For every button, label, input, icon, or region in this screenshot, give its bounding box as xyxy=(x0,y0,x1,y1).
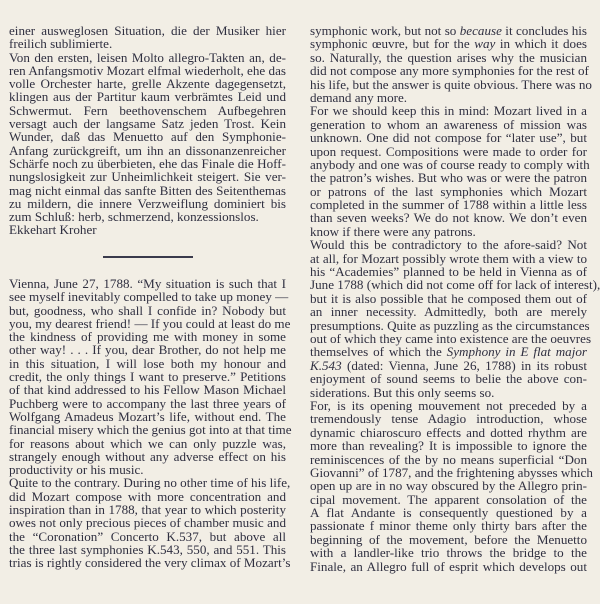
text-line xyxy=(9,104,286,117)
text-line xyxy=(310,118,587,131)
paragraph xyxy=(9,223,286,236)
text-line xyxy=(9,24,286,37)
text-line xyxy=(310,493,587,506)
line-text: of that kind addressed to his Fellow Mason Michael xyxy=(9,382,286,398)
text-line xyxy=(9,357,286,370)
text-line xyxy=(9,463,286,476)
text-line xyxy=(9,330,286,343)
line-text: financial misery which the genius got into at that time xyxy=(9,422,292,438)
text-line xyxy=(310,225,587,238)
line-text: nungslosigkeit zur Unheimlichkeit steigert. Sie ver- xyxy=(9,169,286,185)
line-text: dynamic chiaroscuro effects and dotted rhythm are xyxy=(310,424,587,440)
text-line xyxy=(310,171,587,184)
line-text: themselves of which the xyxy=(310,344,447,360)
text-line xyxy=(9,197,286,210)
line-text: Wolfgang Amadeus Mozart’s life, without end. The xyxy=(9,408,286,424)
text-line xyxy=(9,51,286,64)
line-text: generation to whom an awareness of mission was xyxy=(310,116,587,132)
line-text: volle Orchester harte, grelle Akzente dagegensetzt, xyxy=(9,76,286,92)
text-line xyxy=(9,90,286,103)
line-text: presumptions. Quite as puzzling as the circumstances xyxy=(310,317,590,333)
text-line xyxy=(9,37,286,50)
text-line xyxy=(9,450,286,463)
line-text: June 1788 (which did not come off for lack of interest), xyxy=(310,277,600,293)
line-text: than seven weeks? We do not know. We don’t even xyxy=(310,210,587,226)
line-text: with a landler-like trio throws the bridge to the xyxy=(310,545,587,561)
line-text: open up are in no way obscured by the Allegro prin- xyxy=(310,478,587,494)
line-text: the kindness of providing me with money in some xyxy=(9,329,286,345)
line-text: or patrons of the last symphonies which Mozart xyxy=(310,183,587,199)
line-text: einer ausweglosen Situation, die der Musiker hier xyxy=(9,23,286,38)
text-line xyxy=(310,131,587,144)
line-text: klingen aus der Partitur kaum verbrämtes Leid und xyxy=(9,89,286,105)
line-text: siderations. But this only seems so. xyxy=(310,384,495,400)
line-text: so. Naturally, the question arises why the musician xyxy=(310,49,587,65)
line-text: but it is also possible that he composed them out of xyxy=(310,290,587,306)
text-line xyxy=(310,211,587,224)
line-text: Vienna, June 27, 1788. “My situation is such that I xyxy=(9,276,286,291)
line-text: other way! . . . If you, dear Brother, do not help me xyxy=(9,342,286,358)
text-line xyxy=(9,503,286,516)
text-line xyxy=(310,426,587,439)
text-line xyxy=(310,519,587,532)
line-text: credit, the only things I want to preserve.” Petitions xyxy=(9,369,286,385)
paragraph xyxy=(310,23,592,105)
line-text: in this situation, I will lose both my honour and xyxy=(9,355,286,371)
text-line xyxy=(310,386,587,399)
line-text: for reasons about which we can only puzzle was, xyxy=(9,435,286,451)
line-text: his “Academies” planned to be held in Vienna as of xyxy=(310,264,587,280)
text-line xyxy=(310,91,587,104)
text-line xyxy=(9,422,292,438)
paragraph xyxy=(310,237,600,400)
line-text: (dated: Vienna, June 26, 1788) in its robust xyxy=(341,357,587,373)
line-text: Von den ersten, leisen Molto allegro-Takten an, de- xyxy=(9,49,286,65)
line-text: Anfang zurückgreift, um ihn an dissonanzenreicher xyxy=(9,142,286,158)
line-text: tremendously tense Adagio introduction, whose xyxy=(310,411,587,427)
text-line xyxy=(9,304,286,317)
text-line xyxy=(9,555,291,571)
text-line xyxy=(9,543,286,556)
line-text: inspiration than in 1788, that year to which posterity xyxy=(9,502,286,518)
line-text: Wunder, daß das Menuetto auf den Symphonie- xyxy=(9,129,286,145)
text-line xyxy=(9,170,286,183)
text-line xyxy=(310,76,592,92)
text-line xyxy=(310,64,587,77)
line-text: the patron’s wishes. But who was or were the patron xyxy=(310,170,587,186)
paragraph xyxy=(310,103,590,239)
line-text: mag nicht einmal das sanfte Bitten des Seitenthemas xyxy=(9,182,286,198)
line-text: his life, but the answer is quite obvious. There was no xyxy=(310,76,592,92)
line-text: reminiscences of the by no means superficial “Don xyxy=(310,451,587,467)
line-text: passionate f minor theme only thirty bars after the xyxy=(310,518,587,534)
text-line xyxy=(310,51,587,64)
line-text: For we should keep this in mind: Mozart lived in a xyxy=(310,103,587,119)
text-line xyxy=(9,64,286,77)
line-text: versagt auch der langsame Satz jeden Trost. Kein xyxy=(9,116,286,132)
italic-title: K.543 xyxy=(310,357,342,373)
section-divider xyxy=(103,256,193,258)
text-line xyxy=(9,289,289,305)
text-line xyxy=(310,479,587,492)
line-text: symphonic work, but not so xyxy=(310,23,460,38)
line-text: cipal movement. The apparent consolation of the xyxy=(310,491,587,507)
italic-title: Symphony in E flat major xyxy=(446,344,587,360)
text-line xyxy=(9,343,286,356)
line-text: Ekkehart Kroher xyxy=(9,222,97,238)
line-text: Would this be contradictory to the afore-said? Not xyxy=(310,237,587,253)
text-line xyxy=(9,277,286,290)
text-line xyxy=(9,410,286,423)
text-line xyxy=(310,345,587,358)
text-line xyxy=(310,546,587,559)
line-text: A flat Andante is consequently questioned by a xyxy=(310,505,587,521)
text-line xyxy=(310,145,587,158)
text-line xyxy=(310,330,592,346)
text-line xyxy=(9,370,286,383)
line-text: trias is rightly considered the very climax of Mozart’s xyxy=(9,555,291,571)
line-text: an inner necessity. Admittedly, both are merely xyxy=(310,304,587,320)
line-text: but, goodness, who shall I confide in? Nobody but xyxy=(9,302,286,318)
text-line xyxy=(310,533,587,546)
line-text: zum Schluß: herb, schmerzend, konzessionslos. xyxy=(9,209,259,225)
line-text: Schwermut. Fern beethovenschem Aufbegehren xyxy=(9,102,286,118)
english-commentary-start xyxy=(9,276,292,571)
text-line xyxy=(310,305,587,318)
text-line xyxy=(310,439,587,452)
text-line xyxy=(9,530,286,543)
line-text: Schärfe noch zu überbieten, ehe das Finale die Hoff- xyxy=(9,155,286,171)
text-line xyxy=(9,490,286,503)
line-text: did not compose any more symphonies for the rest of xyxy=(310,63,589,79)
german-commentary-column xyxy=(9,24,286,237)
paragraph xyxy=(9,475,291,571)
line-text: know if there were any patrons. xyxy=(310,223,476,239)
text-line xyxy=(310,453,587,466)
text-line xyxy=(310,399,587,412)
text-line xyxy=(9,437,286,450)
line-text: see myself inevitably compelled to take up money — xyxy=(9,289,289,305)
text-line xyxy=(9,397,286,410)
line-text: owes not only precious pieces of chamber music and xyxy=(9,515,286,531)
text-line xyxy=(310,506,587,519)
line-text: zu mildern, die innere Verzweiflung dominiert bis xyxy=(9,195,286,211)
line-text: ren Anfangsmotiv Mozart elfmal wiederholt, ehe das xyxy=(9,62,286,78)
text-line xyxy=(9,223,286,236)
text-line xyxy=(310,560,587,573)
text-line xyxy=(310,359,587,372)
text-line xyxy=(310,185,587,198)
line-text: enjoyment of sound seems to belie the above con- xyxy=(310,371,587,387)
line-text: unknown. One did not compose for “later use”, but xyxy=(310,130,587,146)
line-text: it concludes his xyxy=(501,23,588,38)
text-line xyxy=(9,475,291,491)
line-text: upon request. Compositions were made to order for xyxy=(310,143,587,159)
line-text: Puchberg were to accompany the last three years of xyxy=(9,395,286,411)
text-line xyxy=(310,292,587,305)
text-line xyxy=(310,464,593,480)
line-text: Finale, an Allegro full of esprit which develops out xyxy=(310,558,587,574)
text-line xyxy=(9,144,286,157)
line-text: at all, for Mozart possibly wrote them with a view to xyxy=(310,250,587,266)
line-text: Quite to the contrary. During no other time of his life, xyxy=(9,475,291,491)
line-text: completed in the summer of 1788 within a little less xyxy=(310,197,587,213)
line-text: For, is its opening mouvement not preceded by a xyxy=(310,397,587,413)
line-text: the “Coronation” Concerto K.537, but above all xyxy=(9,528,286,544)
text-line xyxy=(9,117,286,130)
line-text: productivity or his music. xyxy=(9,462,144,478)
text-line xyxy=(310,156,590,172)
line-text: anybody and one was of course ready to comply with xyxy=(310,156,590,172)
text-line xyxy=(310,372,587,385)
text-line xyxy=(9,184,286,197)
paragraph xyxy=(9,24,286,51)
text-line xyxy=(9,383,286,396)
line-text: demand any more. xyxy=(310,89,408,105)
text-line xyxy=(310,198,587,211)
text-line xyxy=(310,277,600,293)
line-text: in which it does xyxy=(495,36,588,52)
line-text: freilich sublimierte. xyxy=(9,36,113,52)
paragraph xyxy=(310,397,593,574)
line-text: beginning of the movement, before the Menuetto xyxy=(310,531,587,547)
italic-title: way xyxy=(474,36,496,52)
text-line xyxy=(310,265,587,278)
text-line xyxy=(310,238,587,251)
text-line xyxy=(310,252,587,265)
text-line xyxy=(310,412,587,425)
text-line xyxy=(310,24,587,37)
line-text: the three last symphonies K.543, 550, and 551. This xyxy=(9,541,286,557)
text-line xyxy=(310,104,587,117)
text-line xyxy=(9,157,286,170)
text-line xyxy=(310,37,587,50)
line-text: more than revealing? It is impossible to ignore the xyxy=(310,438,587,454)
line-text: out of which they came into existence are the oeuvres xyxy=(310,330,592,346)
line-text: symphonic œuvre, but for the xyxy=(310,36,475,52)
text-line xyxy=(310,317,590,333)
text-line xyxy=(9,315,291,331)
text-line xyxy=(9,77,286,90)
line-text: did Mozart compose with more concentration and xyxy=(9,488,286,504)
line-text: strangely enough without any adverse effect on his xyxy=(9,448,286,464)
paragraph xyxy=(9,51,286,224)
line-text: you, my dearest friend! — If you could at least do me xyxy=(9,315,291,331)
italic-title: because xyxy=(459,23,502,38)
text-line xyxy=(9,516,286,529)
text-line xyxy=(9,130,286,143)
line-text: Giovanni” of 1787, and the frightening abysses which xyxy=(310,464,593,480)
text-line xyxy=(9,210,286,223)
paragraph xyxy=(9,276,292,478)
english-commentary-continued xyxy=(310,23,600,574)
